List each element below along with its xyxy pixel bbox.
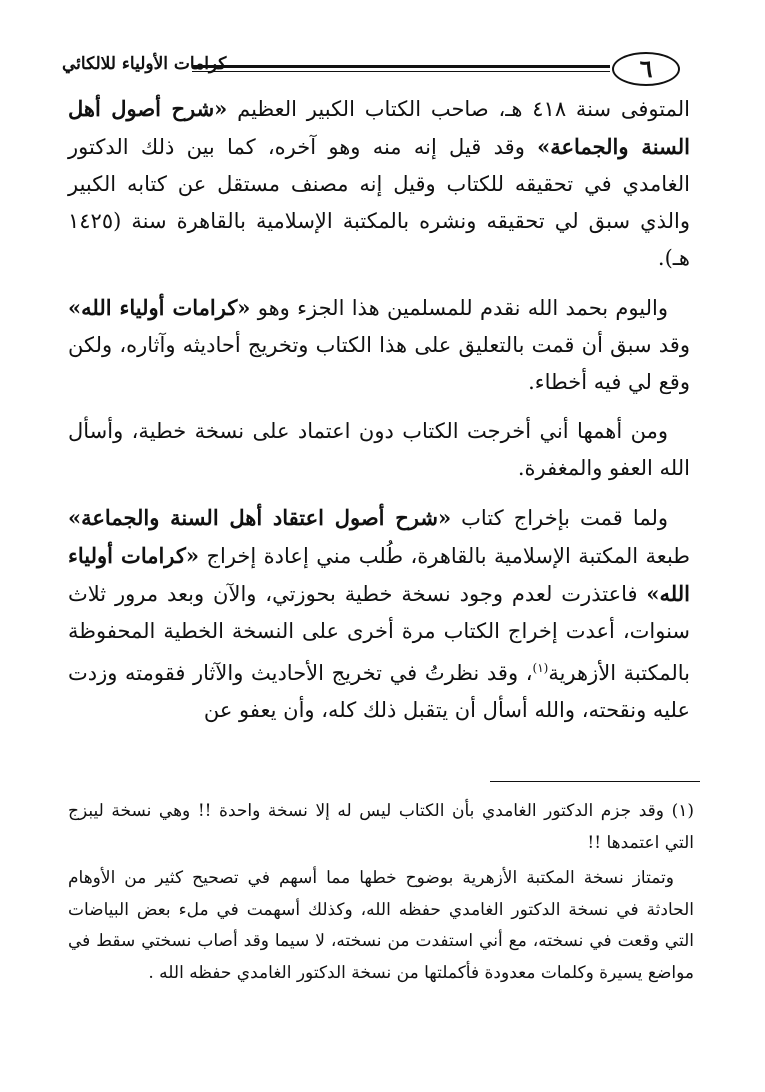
paragraph-1 <box>68 90 690 277</box>
paragraph-2 <box>68 289 690 401</box>
book-title-reference: «شرح أصول اعتقاد أهل السنة والجماعة» <box>68 505 452 530</box>
running-header <box>62 48 680 92</box>
footnote-1-continuation: وتمتاز نسخة المكتبة الأزهرية بوضوح خطها مما أسهم في تصحيح كثير من الأوهام الحادثة في نسخة الدكتور الغامدي حفظه الله، وكذلك أسهمت في ملء بعض البياضات التي وقعت في نسخته، مع أني استفدت من نسخته، لا سيما وقد أصاب نسختي سقط في مواضع يسيرة وكلمات معدودة فأكملتها من نسخة الدكتور الغامدي حفظه الله . <box>68 868 694 983</box>
main-text <box>68 90 690 741</box>
paragraph-4-text-c: فاعتذرت لعدم وجود نسخة خطية بحوزتي، والآن وبعد مرور ثلاث سنوات، أعدت إخراج الكتاب مرة أخرى على النسخة الخطية المحفوظة بالمكتبة الأزهرية <box>68 582 690 685</box>
page-number: ٦ <box>612 52 680 86</box>
footnote-separator <box>490 781 700 782</box>
paragraph-2-text-a: واليوم بحمد الله نقدم للمسلمين هذا الجزء وهو <box>250 296 668 320</box>
book-title-reference: «شرح أصول أهل السنة والجماعة» <box>68 96 690 159</box>
paragraph-1-text-a: المتوفى سنة ٤١٨ هـ، صاحب الكتاب الكبير العظيم <box>227 97 690 121</box>
book-title-reference: «كرامات أولياء الله» <box>68 543 690 606</box>
header-rule-thick <box>192 65 610 68</box>
header-rule-thin <box>192 71 610 72</box>
paragraph-4-text-a: ولما قمت بإخراج كتاب <box>451 506 668 530</box>
footnotes <box>68 796 694 993</box>
book-title: كرامات الأولياء للالكائي <box>62 54 227 74</box>
footnote-1: (١) وقد جزم الدكتور الغامدي بأن الكتاب ليس له إلا نسخة واحدة !! وهي نسخة ليبزج التي اعتمدها !! <box>68 801 694 853</box>
paragraph-2-text-b: وقد سبق أن قمت بالتعليق على هذا الكتاب وتخريج أحاديثه وآثاره، ولكن وقع لي فيه أخطاء. <box>68 333 690 394</box>
paragraph-1-text-b: وقد قيل إنه منه وهو آخره، كما بين ذلك الدكتور الغامدي في تحقيقه للكتاب وقيل إنه مصنف مستقل عن كتابه الكبير والذي سبق لي تحقيقه ونشره بالمكتبة الإسلامية بالقاهرة سنة (١٤٢٥ هـ). <box>68 135 690 270</box>
book-title-reference: «كرامات أولياء الله» <box>68 295 251 320</box>
paragraph-4-text-d: ، وقد نظرتُ في تخريج الأحاديث والآثار فقومته وزدت عليه ونقحته، والله أسأل أن يتقبل ذلك كله، وأن يعفو عن <box>68 661 690 722</box>
footnote-reference: (١) <box>532 661 549 675</box>
paragraph-3: ومن أهمها أني أخرجت الكتاب دون اعتماد على نسخة خطية، وأسأل الله العفو والمغفرة. <box>68 419 690 480</box>
paragraph-4-text-b: طبعة المكتبة الإسلامية بالقاهرة، طُلب مني إعادة إخراج <box>199 544 690 568</box>
paragraph-4 <box>68 499 690 729</box>
